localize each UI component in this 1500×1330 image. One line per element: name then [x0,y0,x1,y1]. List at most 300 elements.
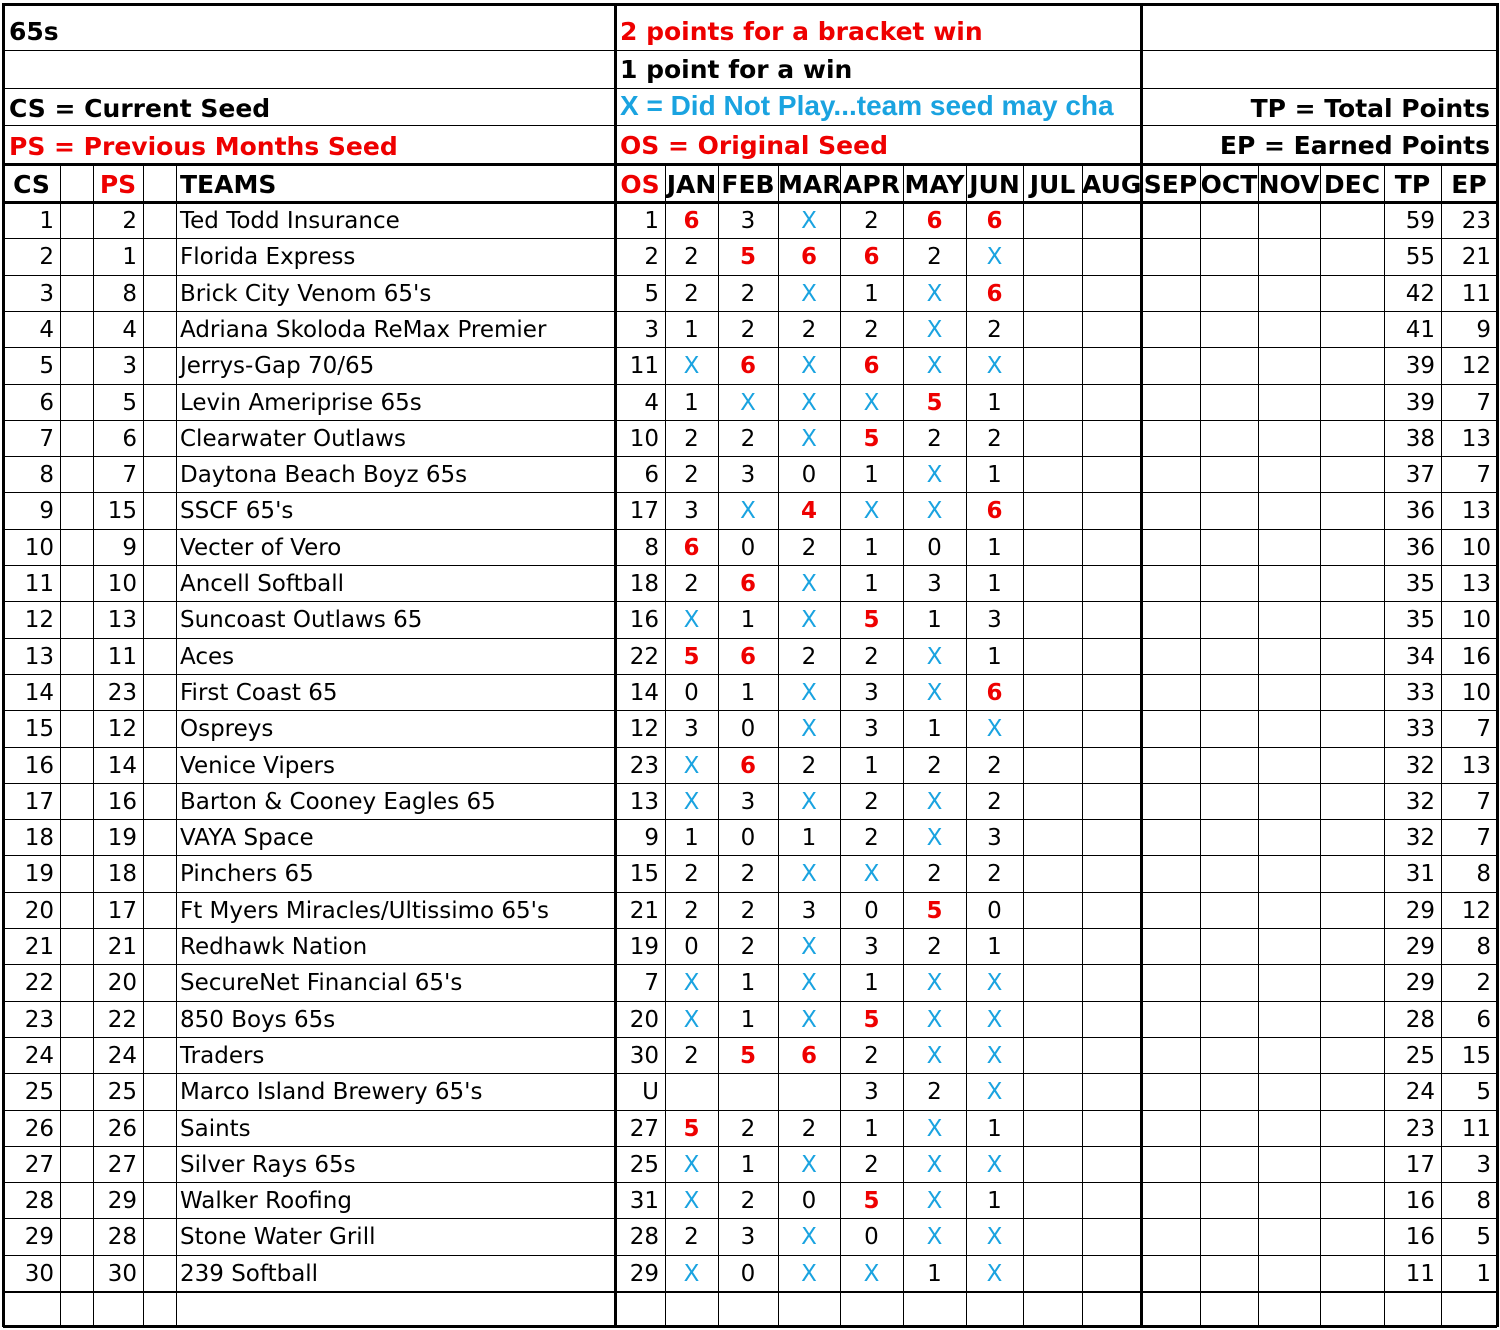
month-cell-apr: 5 [863,607,880,633]
month-cell-mar: X [801,571,817,597]
tp-cell: 39 [1405,390,1435,416]
month-cell-jun: 1 [987,934,1002,960]
ps-cell: 16 [107,789,137,815]
month-cell-mar: X [801,353,817,379]
tp-cell: 23 [1405,1116,1435,1142]
month-cell-feb: 5 [739,1043,756,1069]
month-cell-apr: 3 [864,1079,879,1105]
grid-hline [3,1218,1497,1219]
month-cell-jun: X [986,353,1003,379]
ep-cell: 11 [1461,281,1491,307]
month-cell-jun: 3 [987,607,1002,633]
os-cell: 14 [629,680,659,706]
month-cell-apr: 0 [864,1224,879,1250]
month-cell-jun: 6 [986,208,1003,234]
month-cell-jun: X [986,716,1003,742]
ps-cell: 4 [122,317,137,343]
month-cell-jan: X [683,607,700,633]
month-cell-jan: 0 [684,934,699,960]
month-cell-apr: X [863,861,880,887]
cs-cell: 6 [39,390,54,416]
grid-hline [3,1325,1497,1328]
tp-cell: 32 [1405,789,1435,815]
cs-cell: 27 [24,1152,54,1178]
header-ep: EP [1451,170,1487,199]
os-cell: 25 [629,1152,659,1178]
ps-cell: 2 [122,208,137,234]
grid-hline [3,311,1497,312]
month-cell-mar: X [801,970,817,996]
header-may: MAY [904,170,965,199]
grid-hline [3,3,1497,6]
month-cell-apr: 1 [864,1116,879,1142]
os-cell: 11 [629,353,659,379]
team-cell: Marco Island Brewery 65's [180,1079,483,1105]
month-cell-feb: 6 [739,753,756,779]
month-cell-jan: 2 [684,426,699,452]
tp-cell: 29 [1405,970,1435,996]
grid-hline [3,1291,1497,1293]
cs-cell: 3 [39,281,54,307]
month-cell-apr: 3 [864,716,879,742]
ep-cell: 7 [1476,716,1491,742]
team-cell: Walker Roofing [180,1188,352,1214]
team-cell: 850 Boys 65s [180,1007,336,1033]
month-cell-jun: 1 [987,644,1002,670]
month-cell-jan: X [683,753,700,779]
header-os: OS [620,170,660,199]
team-cell: Ospreys [180,716,274,742]
grid-hline [3,710,1497,711]
month-cell-may: 2 [927,1079,942,1105]
grid-hline [3,674,1497,675]
tp-cell: 33 [1405,716,1435,742]
team-cell: First Coast 65 [180,680,338,706]
ps-cell: 25 [107,1079,137,1105]
month-cell-mar: 2 [801,1116,817,1142]
ep-cell: 1 [1476,1261,1491,1287]
os-cell: 13 [629,789,659,815]
month-cell-jan: X [683,789,700,815]
tp-cell: 24 [1405,1079,1435,1105]
month-cell-may: 2 [927,426,942,452]
win-rule: 1 point for a win [620,55,853,84]
month-cell-jun: 2 [987,426,1002,452]
grid-vline [1258,164,1259,1325]
ps-cell: 18 [107,861,137,887]
tp-cell: 35 [1405,571,1435,597]
x-legend: X = Did Not Play...team seed may cha [620,90,1114,121]
ep-cell: 15 [1461,1043,1491,1069]
month-cell-jan: 1 [684,825,699,851]
month-cell-mar: 4 [800,498,817,524]
month-cell-feb: 2 [740,1116,756,1142]
ps-cell: 30 [107,1261,137,1287]
month-cell-mar: X [801,716,817,742]
month-cell-jan: X [683,970,700,996]
month-cell-apr: 2 [864,1152,879,1178]
month-cell-jan: X [683,1152,700,1178]
team-cell: Barton & Cooney Eagles 65 [180,789,496,815]
cs-cell: 24 [24,1043,54,1069]
grid-vline [143,164,144,1325]
tp-cell: 16 [1405,1188,1435,1214]
month-cell-feb: 2 [740,281,756,307]
header-apr: APR [843,170,900,199]
grid-hline [3,928,1497,929]
team-cell: VAYA Space [180,825,314,851]
month-cell-mar: X [801,1224,817,1250]
grid-hline [3,420,1497,421]
ep-cell: 5 [1476,1224,1491,1250]
grid-vline [1200,164,1201,1325]
team-cell: Saints [180,1116,251,1142]
tp-cell: 36 [1405,535,1435,561]
month-cell-mar: X [801,426,817,452]
grid-vline [60,164,61,1325]
month-cell-feb: X [740,498,756,524]
cs-cell: 15 [24,716,54,742]
month-cell-may: 6 [926,208,943,234]
team-cell: Ancell Softball [180,571,345,597]
header-jan: JAN [666,170,717,199]
grid-hline [3,1110,1497,1111]
month-cell-may: X [926,1188,943,1214]
month-cell-mar: X [801,1152,817,1178]
grid-hline [3,1255,1497,1256]
tp-cell: 42 [1405,281,1435,307]
cs-cell: 28 [24,1188,54,1214]
team-cell: 239 Softball [180,1261,319,1287]
team-cell: SSCF 65's [180,498,294,524]
month-cell-feb: 3 [740,462,756,488]
grid-hline [3,1182,1497,1183]
month-cell-apr: 6 [863,244,880,270]
ep-cell: 13 [1461,498,1491,524]
month-cell-mar: 2 [801,644,817,670]
month-cell-jan: 2 [684,1043,699,1069]
month-cell-jun: X [986,1043,1003,1069]
ep-cell: 6 [1476,1007,1491,1033]
ps-cell: 12 [107,716,137,742]
month-cell-may: X [926,1116,943,1142]
month-cell-may: X [926,680,943,706]
month-cell-jan: 2 [684,244,699,270]
month-cell-feb: 0 [740,1261,756,1287]
month-cell-may: 2 [927,244,942,270]
ps-cell: 8 [122,281,137,307]
month-cell-mar: X [801,789,817,815]
ps-cell: 9 [122,535,137,561]
ps-cell: 20 [107,970,137,996]
month-cell-feb: 2 [740,934,756,960]
cs-legend: CS = Current Seed [9,94,271,123]
month-cell-jan: 2 [684,462,699,488]
month-cell-jan: 5 [683,1116,700,1142]
month-cell-mar: 3 [801,898,817,924]
cs-cell: 21 [24,934,54,960]
ps-cell: 29 [107,1188,137,1214]
cs-cell: 17 [24,789,54,815]
ep-cell: 23 [1461,208,1491,234]
ep-cell: 7 [1476,825,1491,851]
month-cell-may: 2 [927,861,942,887]
os-cell: 27 [629,1116,659,1142]
cs-cell: 23 [24,1007,54,1033]
os-cell: 30 [629,1043,659,1069]
os-cell: 31 [629,1188,659,1214]
month-cell-may: X [926,1224,943,1250]
month-cell-apr: 1 [864,535,879,561]
month-cell-feb: 0 [740,535,756,561]
month-cell-may: 0 [927,535,942,561]
os-cell: 4 [644,390,659,416]
month-cell-apr: 5 [863,1007,880,1033]
month-cell-jun: 2 [987,317,1002,343]
month-cell-jan: X [683,353,700,379]
month-cell-jan: 2 [684,281,699,307]
ps-cell: 3 [122,353,137,379]
month-cell-jan: X [683,1007,700,1033]
month-cell-feb: 3 [740,1224,756,1250]
month-cell-may: X [926,644,943,670]
team-cell: Ft Myers Miracles/Ultissimo 65's [180,898,549,924]
team-cell: SecureNet Financial 65's [180,970,463,996]
cs-cell: 20 [24,898,54,924]
month-cell-may: X [926,317,943,343]
team-cell: Brick City Venom 65's [180,281,432,307]
cs-cell: 16 [24,753,54,779]
month-cell-apr: 5 [863,426,880,452]
month-cell-apr: 2 [864,208,879,234]
month-cell-jun: X [986,1079,1003,1105]
month-cell-may: 3 [927,571,942,597]
tp-cell: 25 [1405,1043,1435,1069]
os-cell: 21 [629,898,659,924]
os-cell: 10 [629,426,659,452]
ep-cell: 7 [1476,789,1491,815]
header-dec: DEC [1323,170,1381,199]
team-cell: Jerrys-Gap 70/65 [180,353,375,379]
month-cell-feb: 1 [740,607,756,633]
team-cell: Daytona Beach Boyz 65s [180,462,468,488]
bracket-rule: 2 points for a bracket win [620,17,983,46]
month-cell-may: X [926,462,943,488]
grid-hline [3,201,1497,204]
ps-cell: 1 [122,244,137,270]
header-nov: NOV [1258,170,1320,199]
header-aug: AUG [1082,170,1142,199]
grid-vline [1496,3,1499,1327]
month-cell-mar: 2 [801,535,817,561]
month-cell-apr: 1 [864,753,879,779]
month-cell-jun: X [986,1261,1003,1287]
month-cell-mar: X [801,208,817,234]
month-cell-apr: 1 [864,571,879,597]
tp-cell: 41 [1405,317,1435,343]
month-cell-feb: 1 [740,1007,756,1033]
month-cell-jun: 2 [987,789,1002,815]
tp-cell: 34 [1405,644,1435,670]
team-cell: Silver Rays 65s [180,1152,356,1178]
cs-cell: 1 [39,208,54,234]
ps-cell: 6 [122,426,137,452]
cs-cell: 9 [39,498,54,524]
month-cell-may: 5 [926,390,943,416]
team-cell: Traders [180,1043,265,1069]
os-cell: U [642,1079,659,1105]
month-cell-apr: X [863,1261,880,1287]
month-cell-feb: 1 [740,680,756,706]
os-cell: 20 [629,1007,659,1033]
ep-cell: 9 [1476,317,1491,343]
grid-hline [3,384,1497,385]
month-cell-feb: 0 [740,716,756,742]
month-cell-apr: 2 [864,644,879,670]
month-cell-mar: 0 [801,462,817,488]
os-cell: 28 [629,1224,659,1250]
cs-cell: 10 [24,535,54,561]
month-cell-may: 1 [927,716,942,742]
os-cell: 9 [644,825,659,851]
ps-cell: 5 [122,390,137,416]
month-cell-jun: X [986,1224,1003,1250]
month-cell-apr: 2 [864,789,879,815]
month-cell-feb: 3 [740,208,756,234]
month-cell-jan: 0 [684,680,699,706]
month-cell-jun: 6 [986,281,1003,307]
month-cell-apr: 2 [864,317,879,343]
tp-cell: 28 [1405,1007,1435,1033]
ep-cell: 8 [1476,861,1491,887]
cs-cell: 8 [39,462,54,488]
ep-cell: 7 [1476,462,1491,488]
month-cell-apr: 6 [863,353,880,379]
ps-cell: 26 [107,1116,137,1142]
tp-cell: 32 [1405,825,1435,851]
month-cell-jun: 1 [987,390,1002,416]
ep-cell: 12 [1461,353,1491,379]
month-cell-may: X [926,1007,943,1033]
month-cell-jan: 6 [683,208,700,234]
month-cell-jan: 2 [684,1224,699,1250]
cs-cell: 30 [24,1261,54,1287]
grid-hline [3,601,1497,602]
tp-cell: 32 [1405,753,1435,779]
grid-hline [3,529,1497,530]
team-cell: Suncoast Outlaws 65 [180,607,423,633]
month-cell-jun: X [986,244,1003,270]
os-cell: 2 [644,244,659,270]
grid-hline [3,1037,1497,1038]
ps-cell: 24 [107,1043,137,1069]
month-cell-apr: 1 [864,970,879,996]
month-cell-jan: 3 [684,716,699,742]
month-cell-mar: X [801,281,817,307]
tp-cell: 38 [1405,426,1435,452]
team-cell: Aces [180,644,235,670]
ep-cell: 5 [1476,1079,1491,1105]
cs-cell: 29 [24,1224,54,1250]
month-cell-apr: 1 [864,462,879,488]
month-cell-jun: 1 [987,535,1002,561]
month-cell-apr: 5 [863,1188,880,1214]
month-cell-jun: 1 [987,462,1002,488]
month-cell-jan: 2 [684,898,699,924]
month-cell-feb: 2 [740,898,756,924]
month-cell-feb: 2 [740,317,756,343]
ep-legend: EP = Earned Points [1219,131,1490,160]
os-cell: 6 [644,462,659,488]
month-cell-jun: 6 [986,680,1003,706]
grid-hline [3,747,1497,748]
month-cell-mar: 2 [801,317,817,343]
team-cell: Redhawk Nation [180,934,368,960]
month-cell-may: X [926,281,943,307]
ep-cell: 10 [1461,680,1491,706]
cs-cell: 7 [39,426,54,452]
month-cell-jun: X [986,970,1003,996]
cs-cell: 14 [24,680,54,706]
header-ps: PS [99,170,137,199]
month-cell-may: X [926,970,943,996]
os-cell: 18 [629,571,659,597]
grid-hline [3,1073,1497,1074]
grid-hline [3,163,1497,166]
month-cell-may: X [926,1043,943,1069]
os-cell: 22 [629,644,659,670]
os-cell: 29 [629,1261,659,1287]
month-cell-apr: X [863,498,880,524]
ps-cell: 15 [107,498,137,524]
grid-hline [3,964,1497,965]
grid-hline [3,565,1497,566]
grid-hline [3,125,1497,126]
month-cell-jun: 1 [987,571,1002,597]
sheet-title: 65s [9,17,59,46]
ps-cell: 13 [107,607,137,633]
month-cell-mar: 2 [801,753,817,779]
month-cell-feb: 6 [739,644,756,670]
tp-cell: 29 [1405,934,1435,960]
cs-cell: 25 [24,1079,54,1105]
ps-cell: 28 [107,1224,137,1250]
tp-cell: 11 [1405,1261,1435,1287]
ep-cell: 16 [1461,644,1491,670]
ep-cell: 8 [1476,1188,1491,1214]
ps-cell: 10 [107,571,137,597]
grid-hline [3,819,1497,820]
grid-hline [3,855,1497,856]
month-cell-jan: 1 [684,390,699,416]
os-cell: 3 [644,317,659,343]
month-cell-apr: 2 [864,1043,879,1069]
tp-cell: 31 [1405,861,1435,887]
grid-hline [3,88,1497,89]
grid-vline [1140,3,1143,1327]
os-cell: 19 [629,934,659,960]
cs-cell: 5 [39,353,54,379]
header-tp: TP [1394,170,1431,199]
tp-cell: 35 [1405,607,1435,633]
team-cell: Adriana Skoloda ReMax Premier [180,317,547,343]
month-cell-may: X [926,789,943,815]
ep-cell: 13 [1461,753,1491,779]
grid-hline [3,1001,1497,1002]
ps-cell: 22 [107,1007,137,1033]
month-cell-feb: 3 [740,789,756,815]
os-cell: 1 [644,208,659,234]
